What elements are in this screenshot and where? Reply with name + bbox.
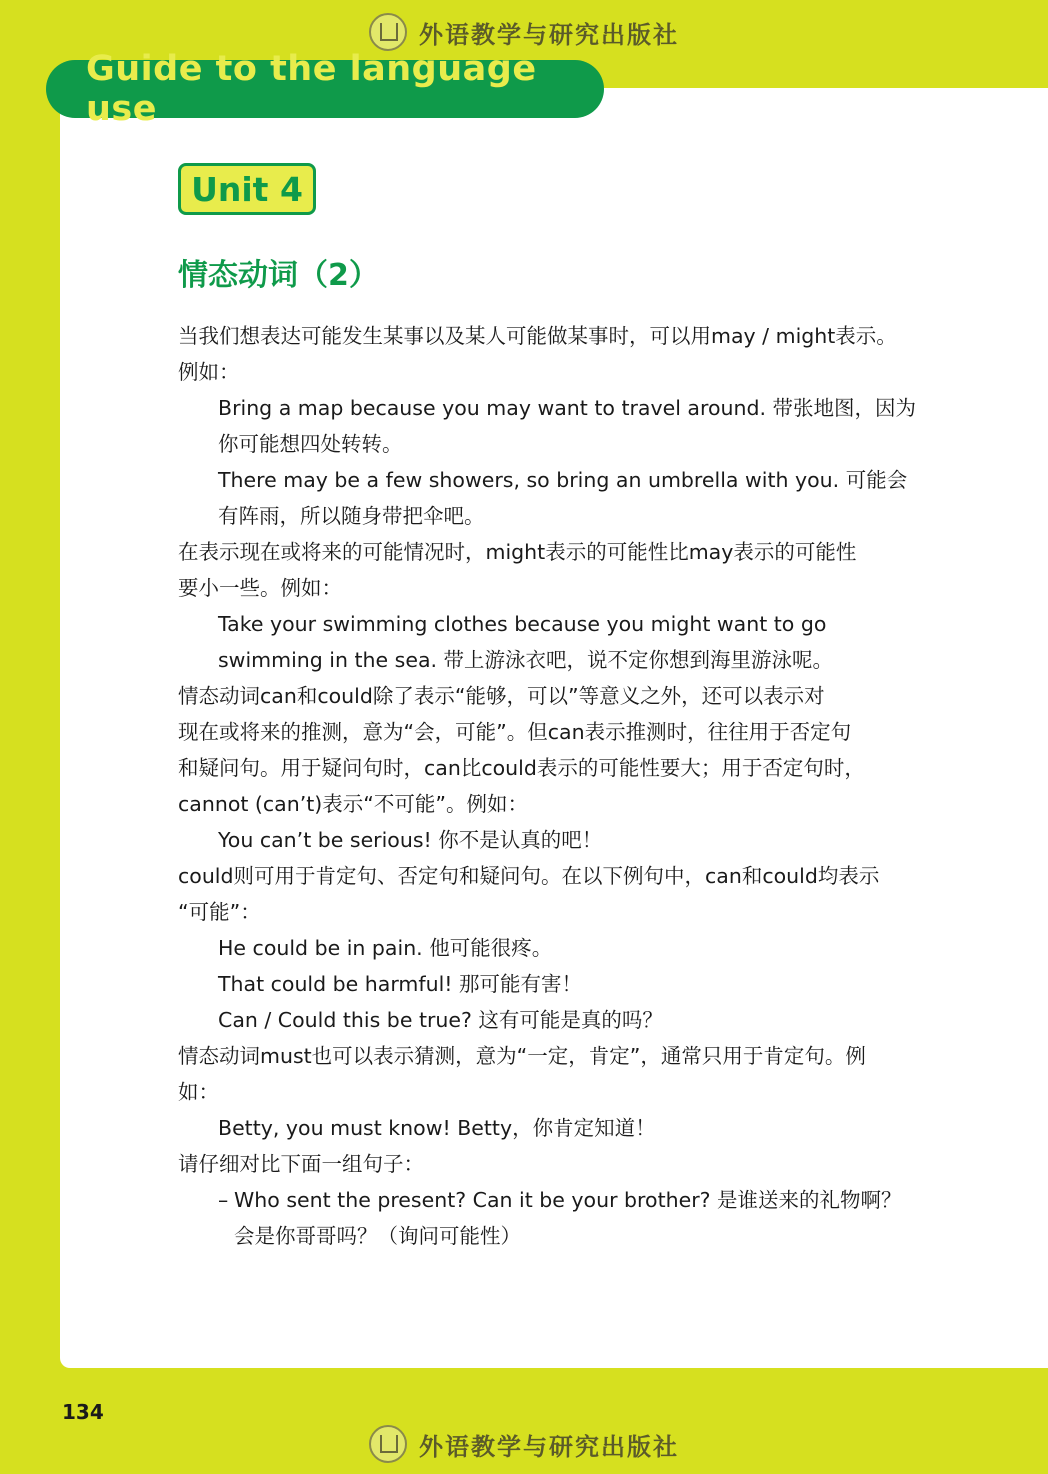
text-line: 会是你哥哥吗？（询问可能性） — [234, 1224, 521, 1248]
text-line: Take your swimming clothes because you might want to go — [218, 612, 827, 636]
explanation-paragraph — [178, 1146, 918, 1182]
text-line: Can / Could this be true? 这有可能是真的吗？ — [218, 1008, 663, 1032]
example-sentence — [178, 822, 918, 858]
text-line: cannot (can’t)表示“不可能”。例如： — [178, 792, 529, 816]
example-sentence — [178, 930, 918, 966]
example-sentence — [178, 462, 918, 534]
text-line: 在表示现在或将来的可能情况时，might表示的可能性比may表示的可能性 — [178, 540, 857, 564]
text-line: Who sent the present? Can it be your brother? 是谁送来的礼物啊？ — [234, 1188, 902, 1212]
dash-mark: – — [218, 1188, 229, 1212]
text-line: 你可能想四处转转。 — [218, 432, 403, 456]
explanation-paragraph — [178, 1038, 918, 1110]
explanation-paragraph — [178, 678, 918, 822]
text-line: There may be a few showers, so bring an umbrella with you. 可能会 — [218, 468, 908, 492]
banner-title: Guide to the language use — [86, 49, 537, 129]
text-line: 当我们想表达可能发生某事以及某人可能做某事时，可以用may / might表示。 — [178, 324, 897, 348]
section-banner — [46, 49, 604, 129]
publisher-name-top: 外语教学与研究出版社 — [419, 20, 679, 49]
example-sentence — [178, 606, 918, 678]
text-line: swimming in the sea. 带上游泳衣吧，说不定你想到海里游泳呢。 — [218, 648, 834, 672]
example-sentence — [178, 1110, 918, 1146]
explanation-paragraph — [178, 318, 918, 390]
text-line: 情态动词can和could除了表示“能够，可以”等意义之外，还可以表示对 — [178, 684, 825, 708]
publisher-name-bottom: 外语教学与研究出版社 — [419, 1432, 679, 1461]
text-line: 和疑问句。用于疑问句时，can比could表示的可能性要大；用于否定句时， — [178, 756, 865, 780]
publisher-logo-icon — [369, 1425, 407, 1463]
page-number: 134 — [62, 1400, 104, 1424]
dash-mark — [218, 1218, 234, 1254]
explanation-paragraph — [178, 534, 918, 606]
text-line: 现在或将来的推测，意为“会，可能”。但can表示推测时，往往用于否定句 — [178, 720, 852, 744]
grammar-content — [178, 318, 918, 1254]
publisher-logo-icon — [369, 13, 407, 51]
text-line: 要小一些。例如： — [178, 576, 342, 600]
section-title: 情态动词（2） — [178, 258, 379, 293]
example-sentence — [178, 966, 918, 1002]
text-line: That could be harmful! 那可能有害！ — [218, 972, 583, 996]
dialogue-example — [178, 1182, 918, 1254]
text-line: 请仔细对比下面一组句子： — [178, 1152, 424, 1176]
text-line: Bring a map because you may want to travel around. 带张地图，因为 — [218, 396, 917, 420]
text-line: 如： — [178, 1080, 219, 1104]
publisher-footer — [0, 1424, 1048, 1464]
text-line: 有阵雨，所以随身带把伞吧。 — [218, 504, 485, 528]
publisher-header — [0, 12, 1048, 52]
explanation-paragraph — [178, 858, 918, 930]
text-line: You can’t be serious! 你不是认真的吧！ — [218, 828, 603, 852]
example-sentence — [178, 390, 918, 462]
text-line: 情态动词must也可以表示猜测，意为“一定，肯定”，通常只用于肯定句。例 — [178, 1044, 866, 1068]
example-sentence — [178, 1002, 918, 1038]
text-line: Betty, you must know! Betty，你肯定知道！ — [218, 1116, 656, 1140]
text-line: could则可用于肯定句、否定句和疑问句。在以下例句中，can和could均表示 — [178, 864, 880, 888]
text-line: He could be in pain. 他可能很疼。 — [218, 936, 553, 960]
text-line: “可能”： — [178, 900, 261, 924]
unit-badge: Unit 4 — [178, 163, 316, 215]
text-line: 例如： — [178, 360, 240, 384]
